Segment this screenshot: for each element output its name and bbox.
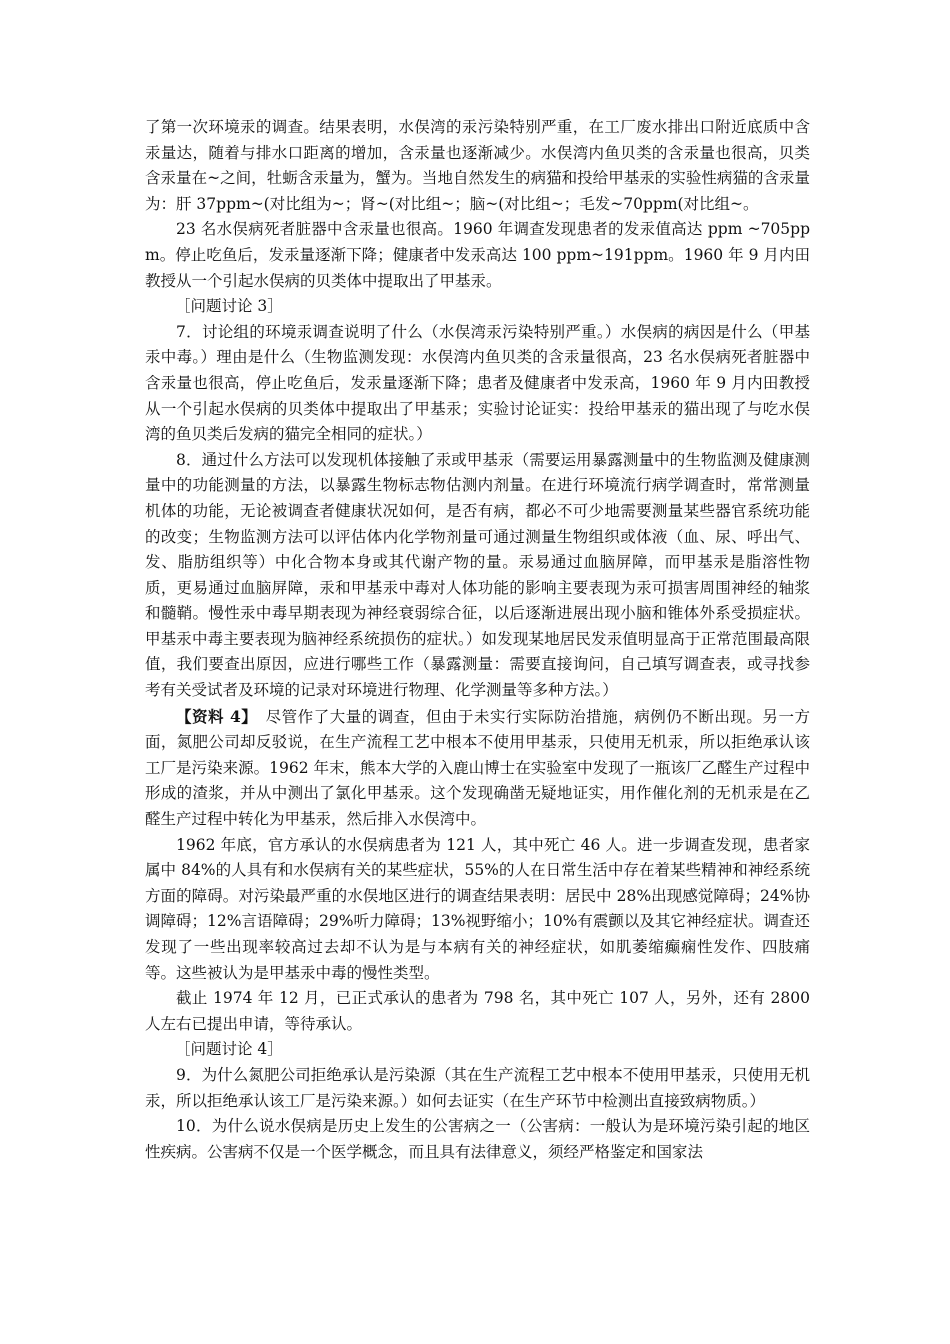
- material-4-tag: 【资料 4】: [176, 706, 250, 726]
- material-4-paragraph: [145, 704, 810, 833]
- question-7: 7．讨论组的环境汞调查说明了什么（水俣湾汞污染特别严重。）水俣病的病因是什么（甲基汞中毒。）理由是什么（生物监测发现：水俣湾内鱼贝类的含汞量很高，23 名水俣病死者脏器中含汞量也很高，停止吃鱼后，发汞量逐渐下降；患者及健康者中发汞高，1960 年 9 月内田教授从一个引起水俣病的贝类体中提取出了甲基汞；实验讨论证实：投给甲基汞的猫出现了与吃水俣湾的鱼贝类后发病的猫完全相同的症状。）: [145, 322, 810, 444]
- question-8: 8．通过什么方法可以发现机体接触了汞或甲基汞（需要运用暴露测量中的生物监测及健康测量中的功能测量的方法，以暴露生物标志物估测内剂量。在进行环境流行病学调查时，常常测量机体的功能，无论被调查者健康状况如何，是否有病，都必不可少地需要测量某些器官系统功能的改变；生物监测方法可以评估体内化学物剂量可通过测量生物组织或体液（血、尿、呼出气、发、脂肪组织等）中化合物本身或其代谢产物的量。汞易通过血脑屏障，而甲基汞是脂溶性物质，更易通过血脑屏障，汞和甲基汞中毒对人体功能的影响主要表现为汞可损害周围神经的轴浆和髓鞘。慢性汞中毒早期表现为神经衰弱综合征，以后逐渐进展出现小脑和锥体外系受损症状。甲基汞中毒主要表现为脑神经系统损伤的症状。）如发现某地居民发汞值明显高于正常范围最高限值，我们要查出原因，应进行哪些工作（暴露测量：需要直接询问，自己填写调查表，或寻找参考有关受试者及环境的记录对环境进行物理、化学测量等多种方法。）: [145, 450, 810, 700]
- discussion-heading-4: ［问题讨论 4］: [175, 1040, 283, 1059]
- question-9: 9．为什么氮肥公司拒绝承认是污染源（其在生产流程工艺中根本不使用甲基汞，只使用无机汞，所以拒绝承认该工厂是污染来源。）如何去证实（在生产环节中检测出直接致病物质。）: [145, 1065, 810, 1110]
- document-page: [145, 115, 810, 1165]
- paragraph-1: 了第一次环境汞的调查。结果表明，水俣湾的汞污染特别严重，在工厂废水排出口附近底质中含汞量达，随着与排水口距离的增加，含汞量也逐渐减少。水俣湾内鱼贝类的含汞量也很高，贝类含汞量在~之间，牡蛎含汞量为，蟹为。当地自然发生的病猫和投给甲基汞的实验性病猫的含汞量为：肝 37ppm~(对比组为~；肾~(对比组~；脑~(对比组~；毛发~70ppm(对比组~。: [145, 118, 810, 213]
- discussion-heading-3: ［问题讨论 3］: [175, 297, 283, 316]
- paragraph-1962: 1962 年底，官方承认的水俣病患者为 121 人，其中死亡 46 人。进一步调查发现，患者家属中 84%的人具有和水俣病有关的某些症状，55%的人在日常生活中存在着某些精神和神经系统方面的障碍。对污染最严重的水俣地区进行的调查结果表明：居民中 28%出现感觉障碍；24%协调障碍；12%言语障碍；29%听力障碍；13%视野缩小；10%有震颤以及其它神经症状。调查还发现了一些出现率较高过去却不认为是与本病有关的神经症状，如肌萎缩癫痫性发作、四肢痛等。这些被认为是甲基汞中毒的慢性类型。: [145, 835, 810, 982]
- paragraph-2: 23 名水俣病死者脏器中含汞量也很高。1960 年调查发现患者的发汞值高达 ppm ~705ppm。停止吃鱼后，发汞量逐渐下降；健康者中发汞高达 100 ppm~191ppm。1960 年 9 月内田教授从一个引起水俣病的贝类体中提取出了甲基汞。: [145, 220, 810, 290]
- material-4-text: 尽管作了大量的调查，但由于未实行实际防治措施，病例仍不断出现。另一方面，氮肥公司却反驳说，在生产流程工艺中根本不使用甲基汞，只使用无机汞，所以拒绝承认该工厂是污染来源。1962 年末，熊本大学的入鹿山博士在实验室中发现了一瓶该厂乙醛生产过程中形成的渣浆，并从中测出了氯化甲基汞。这个发现确凿无疑地证实，用作催化剂的无机汞是在乙醛生产过程中转化为甲基汞，然后排入水俣湾中。: [145, 707, 810, 829]
- question-10: 10．为什么说水俣病是历史上发生的公害病之一（公害病：一般认为是环境污染引起的地区性疾病。公害病不仅是一个医学概念，而且具有法律意义，须经严格鉴定和国家法: [145, 1117, 810, 1161]
- paragraph-1974: 截止 1974 年 12 月，已正式承认的患者为 798 名，其中死亡 107 人，另外，还有 2800 人左右已提出申请，等待承认。: [145, 989, 810, 1033]
